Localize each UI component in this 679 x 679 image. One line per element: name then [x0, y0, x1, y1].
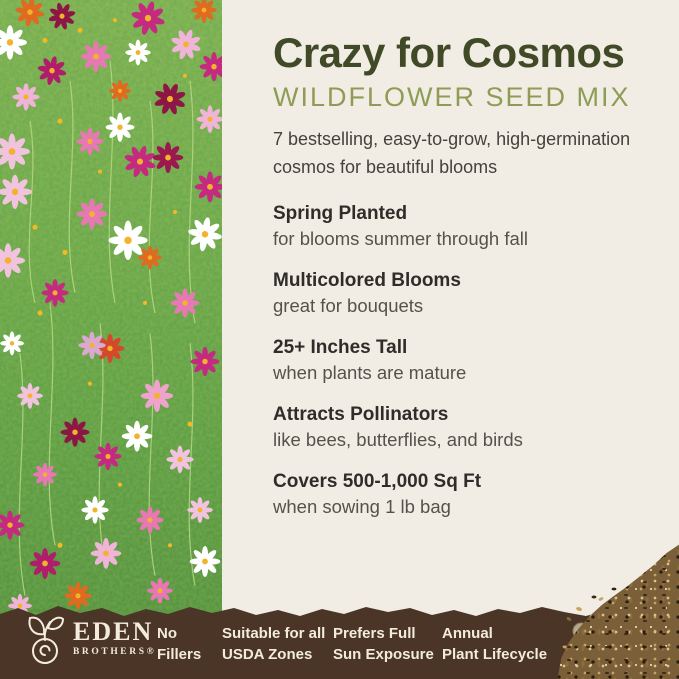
product-description-line1: 7 bestselling, easy-to-grow, high-germination [273, 129, 631, 149]
badge-line: USDA Zones [222, 646, 313, 663]
feature-detail: for blooms summer through fall [273, 228, 528, 249]
cosmos-field-photo [0, 0, 222, 618]
feature-item [273, 402, 669, 452]
feature-detail: when plants are mature [273, 362, 467, 383]
feature-detail: when sowing 1 lb bag [273, 496, 451, 517]
feature-heading: Covers 500-1,000 Sq Ft [273, 471, 482, 492]
badge-line: Prefers Full [333, 625, 416, 642]
feature-item [273, 268, 669, 318]
footer-badge-sun-exposure [333, 623, 434, 665]
feature-detail: like bees, butterflies, and birds [273, 429, 523, 450]
feature-heading: Spring Planted [273, 203, 408, 224]
feature-item [273, 469, 669, 519]
product-copy [273, 30, 669, 536]
product-description [273, 125, 669, 181]
badge-line: Sun Exposure [333, 646, 434, 663]
badge-line: Plant Lifecycle [442, 646, 548, 663]
feature-heading: Attracts Pollinators [273, 404, 449, 425]
badge-line: Annual [442, 625, 493, 642]
sprout-seed-icon [24, 611, 66, 665]
feature-item [273, 335, 669, 385]
footer-badge-no-fillers [157, 623, 201, 665]
brand-logo [24, 611, 156, 665]
feature-list [273, 201, 669, 519]
flower-field-illustration [0, 0, 222, 618]
badge-line: No [157, 625, 177, 642]
brand-text [73, 616, 157, 658]
feature-detail: great for bouquets [273, 295, 424, 316]
footer-badge-usda-zones [222, 623, 325, 665]
brand-subname: BROTHERS® [73, 646, 157, 657]
product-description-line2: cosmos for beautiful blooms [273, 157, 498, 177]
feature-heading: 25+ Inches Tall [273, 337, 408, 358]
feature-heading: Multicolored Blooms [273, 270, 461, 291]
product-subtitle: WILDFLOWER SEED MIX [273, 82, 631, 112]
badge-line: Suitable for all [222, 625, 326, 642]
page-title: Crazy for Cosmos [273, 29, 625, 76]
badge-line: Fillers [157, 646, 202, 663]
brand-name: EDEN [73, 616, 154, 646]
feature-item [273, 201, 669, 251]
